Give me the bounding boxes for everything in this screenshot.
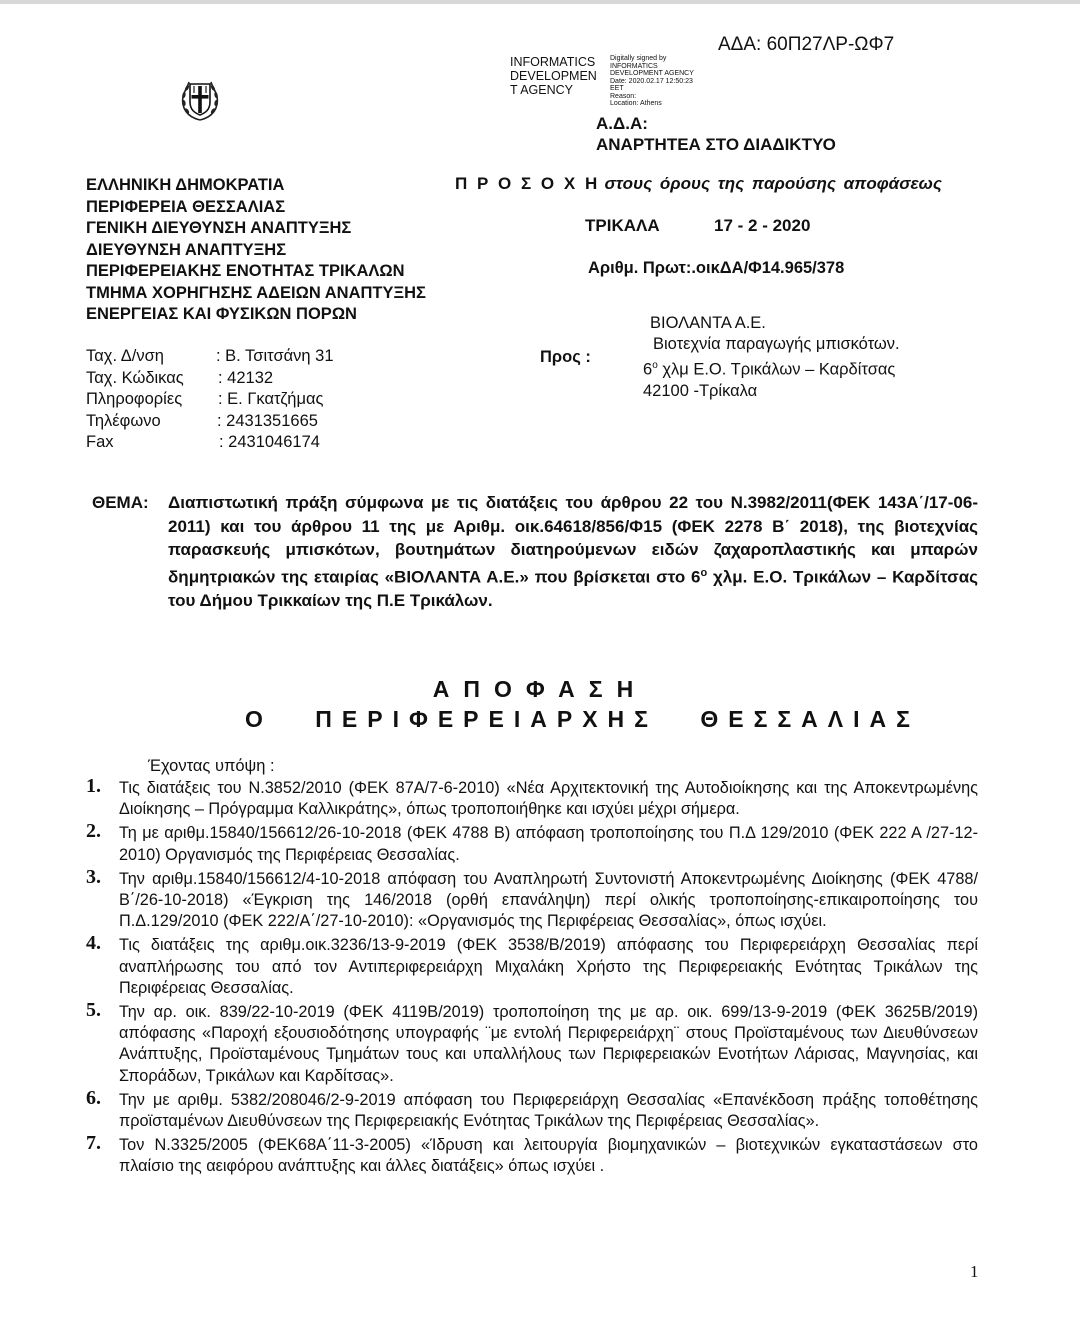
issuer-line: ΠΕΡΙΦΕΡΕΙΑ ΘΕΣΣΑΛΙΑΣ — [86, 197, 286, 216]
list-item — [86, 775, 978, 820]
contact-label: Πληροφορίες — [86, 390, 183, 408]
subject-text-main: Διαπιστωτική πράξη σύμφωνα με τις διατάξεις του άρθρου 22 του Ν.3982/2011(ΦΕΚ 143Α΄/17-06-2011) και του άρθρου 11 της με Αριθμ. οικ.64618/856/Φ15 (ΦΕΚ 2278 Β΄ 2018), της βιοτεχνίας παρασκευής μπισκότων, βουτημάτων διατηρούμενων ειδών ζαχαροπλαστικής και μπαρών δημητριακών της εταιρίας «ΒΙΟΛΑΝΤΑ Α.Ε.» που βρίσκεται στο 6 — [168, 493, 978, 587]
subject-text-end: χλμ. Ε.Ο. Τρικάλων – Καρδίτσας του Δήμου Τρικκαίων της Π.Ε Τρικάλων. — [168, 567, 978, 610]
subject-text — [168, 491, 978, 612]
list-item — [86, 865, 978, 933]
document-date: 17 - 2 - 2020 — [714, 216, 811, 235]
issuer-line: ΠΕΡΙΦΕΡΕΙΑΚΗΣ ΕΝΟΤΗΤΑΣ ΤΡΙΚΑΛΩΝ — [86, 262, 405, 280]
issuer-line: ΕΛΛΗΝΙΚΗ ΔΗΜΟΚΡΑΤΙΑ — [86, 176, 285, 194]
contact-label: Ταχ. Δ/νση — [86, 347, 164, 365]
attention-heading: Π Ρ Ο Σ Ο Χ Η — [455, 174, 600, 193]
decision-title: ΑΠΟΦΑΣΗ — [432, 676, 648, 702]
issuer-line: ΓΕΝΙΚΗ ΔΙΕΥΘΥΝΣΗ ΑΝΑΠΤΥΞΗΣ — [86, 219, 352, 237]
considerations-intro: Έχοντας υπόψη : — [148, 757, 275, 775]
list-item — [86, 1132, 978, 1177]
issuer-line: ΤΜΗΜΑ ΧΟΡΗΓΗΣΗΣ ΑΔΕΙΩΝ ΑΝΑΠΤΥΞΗΣ — [86, 283, 426, 302]
list-item-number: 1. — [86, 775, 101, 797]
considerations-list — [86, 775, 978, 1178]
contact-value: : 2431046174 — [219, 433, 320, 451]
list-item — [86, 999, 978, 1087]
list-item-number: 5. — [86, 999, 101, 1022]
city: ΤΡΙΚΑΛΑ — [585, 216, 660, 235]
to-label: Προς : — [540, 348, 591, 366]
recipient-address — [643, 355, 900, 381]
digital-signature-details: Digitally signed by INFORMATICS DEVELOPMENT AGENCY Date: 2020.02.17 12:50:23 EET Reason: Location: Athens — [610, 55, 694, 107]
contact-value: : 42132 — [218, 368, 274, 387]
list-item-number: 7. — [86, 1132, 101, 1155]
list-item-number: 2. — [86, 820, 101, 843]
subject-text-sup: ο — [700, 566, 708, 579]
page-number: 1 — [970, 1262, 979, 1281]
top-border — [0, 0, 1080, 4]
list-item-text: Τις διατάξεις του Ν.3852/2010 (ΦΕΚ 87Α/7-6-2010) «Νέα Αρχιτεκτονική της Αυτοδιοίκησης και της Αποκεντρωμένης Διοίκησης – Πρόγραμμα Καλλικράτης», όπως τροποποιήθηκε και ισχύει μέχρι σήμερα. — [119, 779, 978, 819]
ada-code: ΑΔΑ: 60Π27ΛΡ-ΩΦ7 — [718, 34, 895, 55]
issuer-line: ΕΝΕΡΓΕΙΑΣ ΚΑΙ ΦΥΣΙΚΩΝ ΠΟΡΩΝ — [86, 305, 357, 323]
signature-organization: INFORMATICS DEVELOPMEN T AGENCY — [510, 55, 597, 97]
recipient-address-road: χλμ Ε.Ο. Τρικάλων – Καρδίτσας — [657, 360, 896, 379]
publish-notice: ΑΝΑΡΤΗΤΕΑ ΣΤΟ ΔΙΑΔΙΚΤΥΟ — [596, 135, 836, 154]
subject-label: ΘΕΜΑ: — [92, 493, 149, 512]
decision-authority: Ο ΠΕΡΙΦΕΡΕΙΑΡΧΗΣ ΘΕΣΣΑΛΙΑΣ — [245, 706, 920, 732]
list-item-text: Την αριθμ.15840/156612/4-10-2018 απόφαση του Αναπληρωτή Συντονιστή Αποκεντρωμένης Διοίκησης (ΦΕΚ 4788/Β΄/26-10-2018) «Έγκριση της 146/2018 (ορθή επανάληψη) περί ολικής τροποποίησης-επικαιροποίησης του Π.Δ.129/2010 (ΦΕΚ 222/Α΄/27-10-2010): «Οργανισμός της Περιφέρειας Θεσσαλίας», όπως ισχύει. — [119, 869, 978, 931]
issuer-line: ΔΙΕΥΘΥΝΣΗ ΑΝΑΠΤΥΞΗΣ — [86, 240, 287, 259]
recipient-address-sup: ο — [652, 360, 658, 371]
issuer-block — [86, 175, 426, 326]
list-item — [86, 1086, 978, 1132]
contact-value: : Β. Τσιτσάνη 31 — [216, 347, 334, 365]
contact-value: : Ε. Γκατζήμας — [218, 390, 324, 408]
list-item-number: 4. — [86, 932, 101, 955]
recipient-name: ΒΙΟΛΑΝΤΑ Α.Ε. — [650, 314, 766, 332]
contact-label: Ταχ. Κώδικας — [86, 368, 184, 387]
recipient-postcode: 42100 -Τρίκαλα — [643, 381, 758, 400]
greek-coat-of-arms-icon — [175, 70, 225, 128]
ada-label: Α.Δ.Α: — [596, 114, 648, 133]
list-item-number: 6. — [86, 1086, 101, 1109]
list-item-text: Τις διατάξεις της αριθμ.οικ.3236/13-9-2019 (ΦΕΚ 3538/Β/2019) απόφασης του Περιφερειάρχη Θεσσαλίας περί αναπλήρωσης του από τον Αντιπεριφερειάρχη Μιχαλάκη Χρήστο της Περιφερειακής Ενότητας Τρικάλων της Περιφέρειας Θεσσαλίας. — [119, 936, 978, 997]
list-item — [86, 820, 978, 865]
attention-text: στους όρους της παρούσης αποφάσεως — [604, 174, 942, 193]
recipient-block — [643, 313, 900, 402]
list-item-number: 3. — [86, 865, 101, 888]
list-item-text: Την με αριθμ. 5382/208046/2-9-2019 απόφαση του Περιφερειάρχη Θεσσαλίας «Επανέκδοση πράξης τοποθέτησης προϊσταμένων Διευθύνσεων της Περιφερειακής Ενότητας Τρικάλων της Περιφέρειας Θεσσαλίας». — [119, 1090, 978, 1131]
attention-notice — [455, 174, 942, 194]
contact-label: Τηλέφωνο — [86, 411, 161, 430]
contact-label: Fax — [86, 433, 114, 451]
list-item-text: Τη με αριθμ.15840/156612/26-10-2018 (ΦΕΚ 4788 Β) απόφαση τροποποίησης του Π.Δ 129/2010 (ΦΕΚ 222 Α /27-12-2010) Οργανισμός της Περιφέρειας Θεσσαλίας. — [119, 824, 978, 864]
contact-value: : 2431351665 — [217, 411, 318, 430]
recipient-line: Βιοτεχνία παραγωγής μπισκότων. — [653, 335, 900, 353]
recipient-address-km: 6 — [643, 360, 653, 379]
list-item-text: Την αρ. οικ. 839/22-10-2019 (ΦΕΚ 4119Β/2019) τροποποίηση της με αρ. οικ. 699/13-9-2019 (ΦΕΚ 3625Β/2019) απόφασης «Παροχή εξουσιοδότησης υπογραφής ¨με εντολή Περιφερειάρχη¨ στους Προϊσταμένους των Διευθύνσεων Ανάπτυξης, Προϊσταμένους Τμημάτων τους και υπαλλήλους των Περιφερειακών Ενοτήτων Λάρισας, Μαγνησίας, και Σποράδων, Τρικάλων και Καρδίτσας». — [119, 1003, 978, 1085]
list-item-text: Τον Ν.3325/2005 (ΦΕΚ68Α΄11-3-2005) «Ίδρυση και λειτουργία βιομηχανικών – βιοτεχνικών εγκαταστάσεων στο πλαίσιο της αειφόρου ανάπτυξης και άλλες διατάξεις» όπως ισχύει . — [119, 1136, 978, 1176]
list-item — [86, 932, 978, 999]
protocol-number: Αριθμ. Πρωτ:.οικΔΑ/Φ14.965/378 — [588, 259, 845, 277]
